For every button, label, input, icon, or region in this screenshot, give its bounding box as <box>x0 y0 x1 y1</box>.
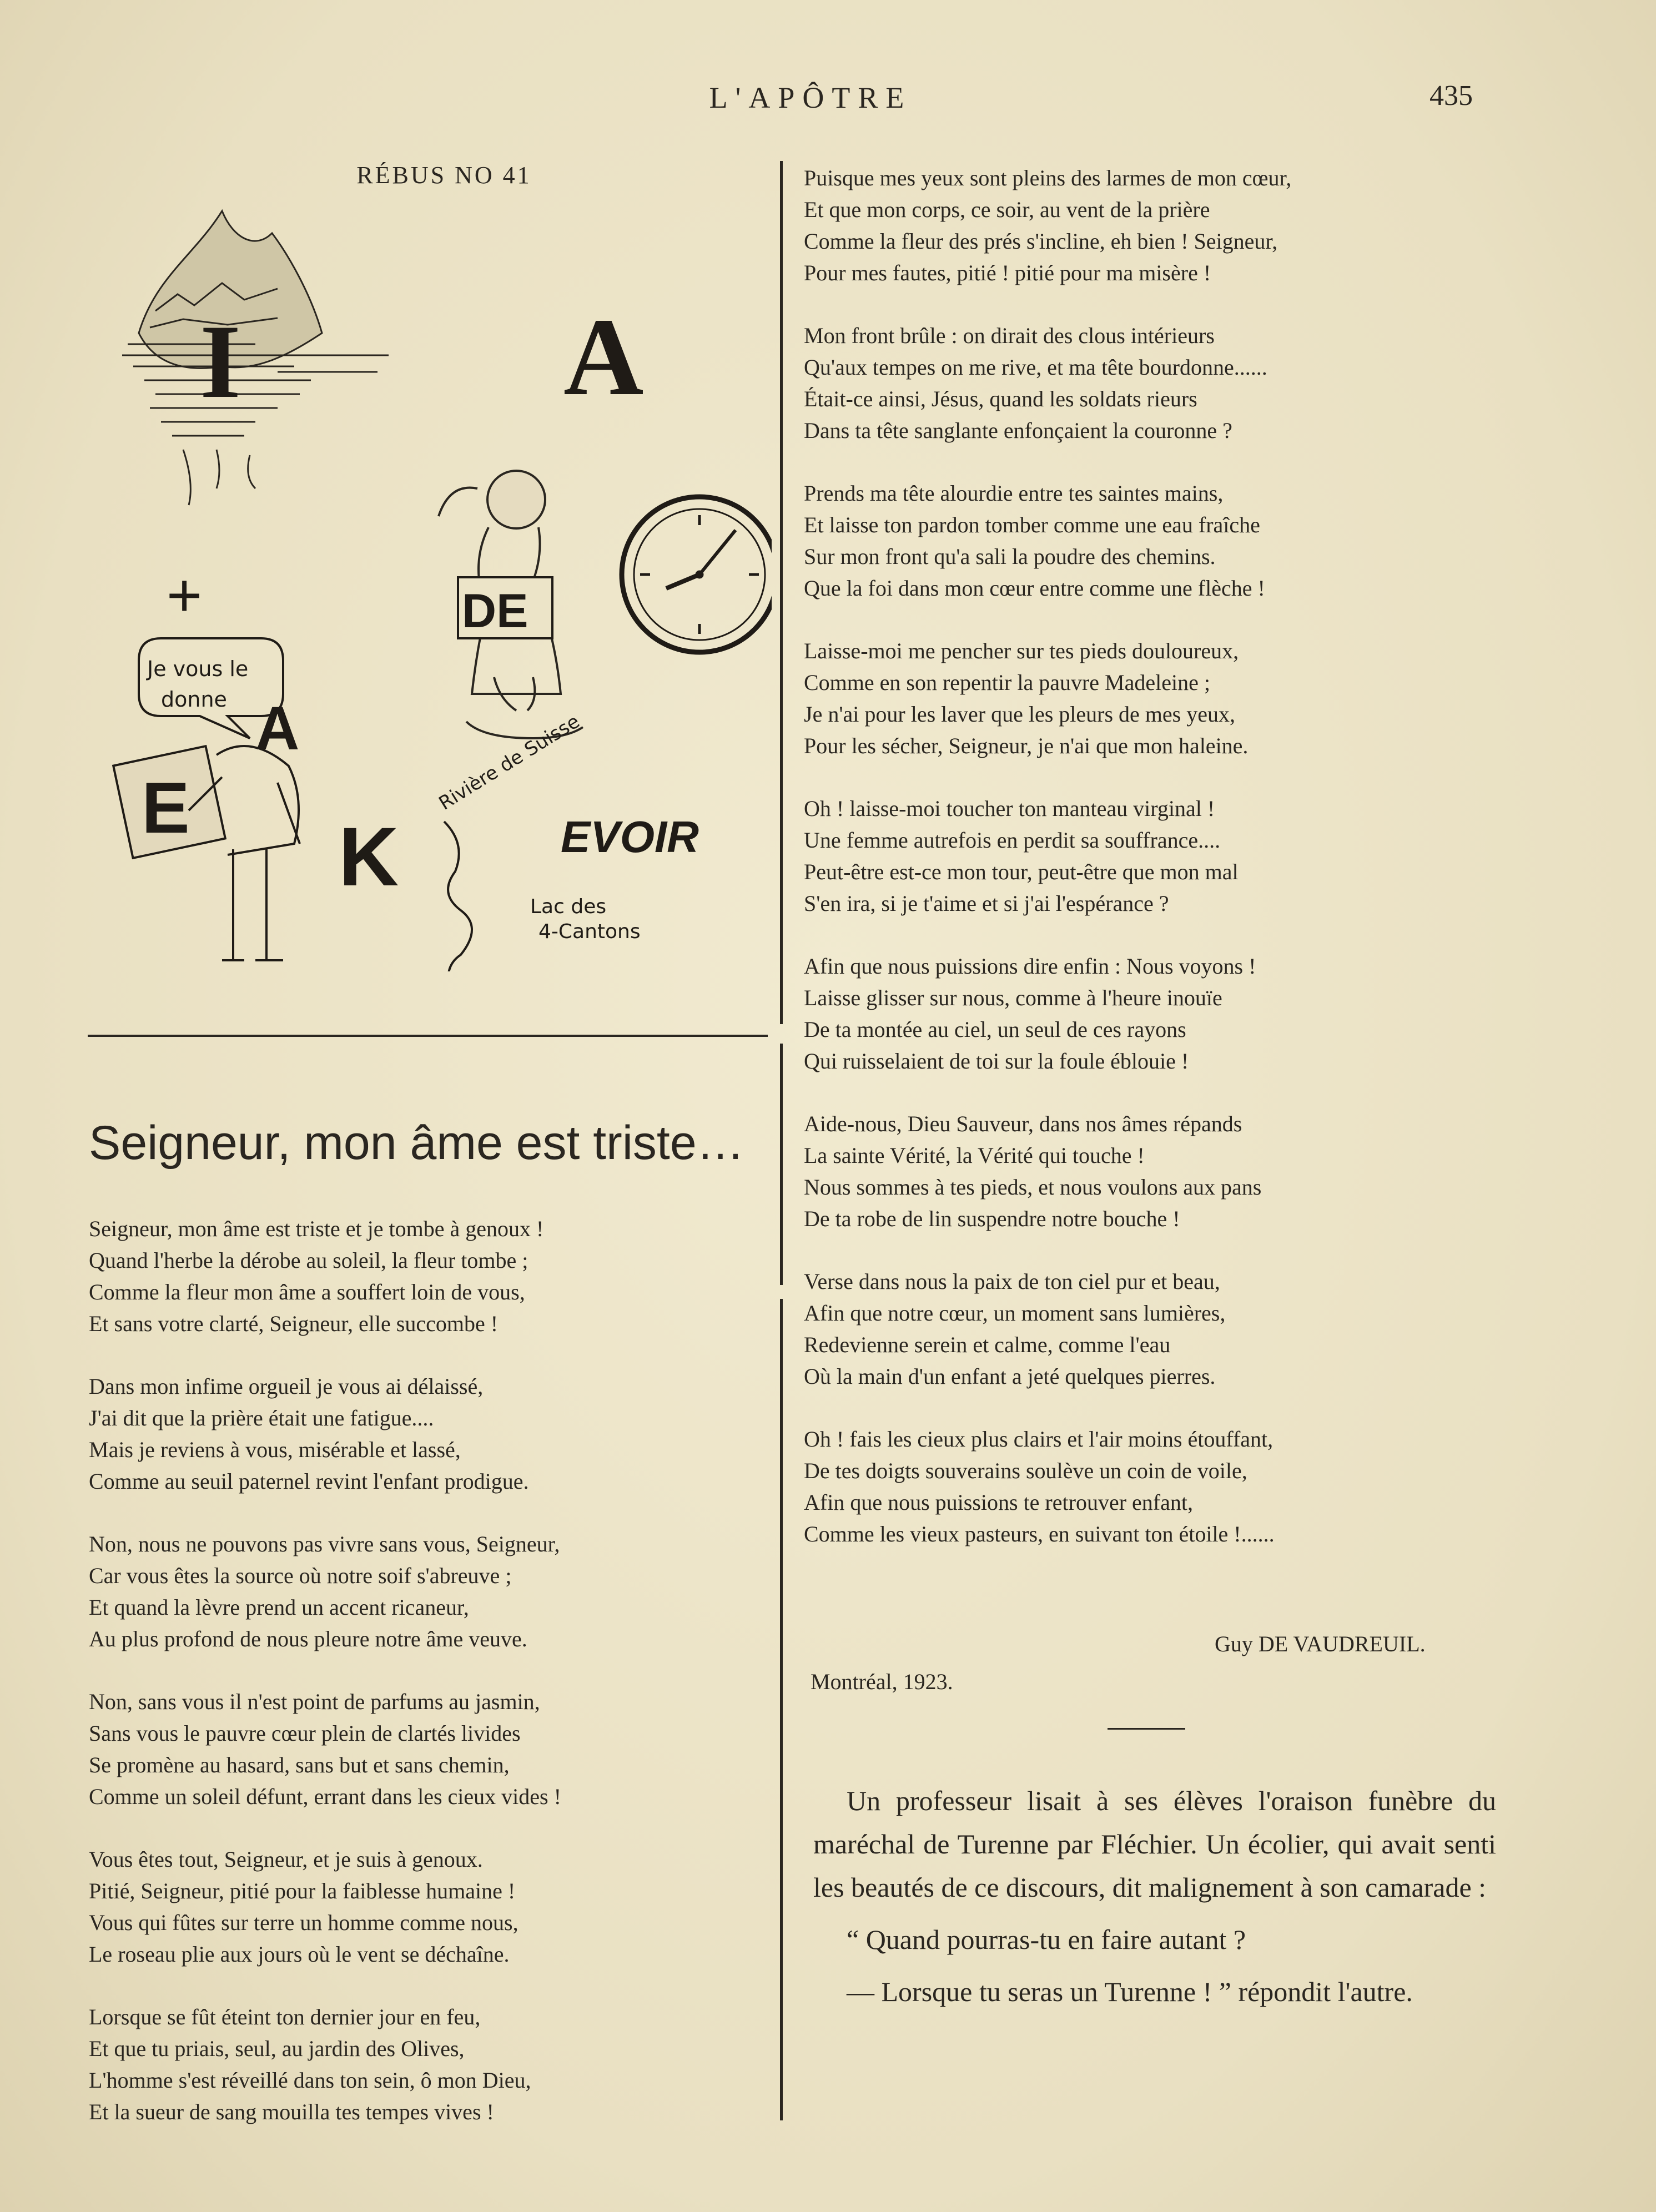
rebus-drawing <box>89 189 772 971</box>
anecdote-paragraph: Un professeur lisait à ses élèves l'oraison funèbre du maréchal de Turenne par Fléchier. Un écolier, qui avait senti les beautés de ce discours, dit malignement à son camarade : <box>813 1785 1496 1903</box>
verse-line: Que la foi dans mon cœur entre comme une flèche ! <box>804 576 1265 601</box>
place-date: Montréal, 1923. <box>811 1669 953 1694</box>
rebus-letter-e: E <box>142 767 190 848</box>
verse-line: J'ai dit que la prière était une fatigue.... <box>89 1405 434 1430</box>
verse-line: Laisse-moi me pencher sur tes pieds douloureux, <box>804 638 1239 663</box>
verse-line: Comme la fleur mon âme a souffert loin de vous, <box>89 1279 525 1304</box>
lake-label-line-2: 4-Cantons <box>538 920 641 943</box>
author-signature: Guy DE VAUDREUIL. <box>1215 1631 1426 1656</box>
plus-sign: + <box>167 561 203 629</box>
verse-line: Sur mon front qu'a sali la poudre des chemins. <box>804 544 1216 569</box>
verse-line: La sainte Vérité, la Vérité qui touche ! <box>804 1143 1145 1168</box>
verse-line: Pitié, Seigneur, pitié pour la faiblesse humaine ! <box>89 1878 516 1903</box>
stanza <box>804 1108 1291 1235</box>
anecdote-quote-2: — Lorsque tu seras un Turenne ! ” répondit l'autre. <box>847 1976 1413 2007</box>
verse-line: Et laisse ton pardon tomber comme une eau fraîche <box>804 512 1260 537</box>
section-divider <box>88 1035 768 1037</box>
page-number: 435 <box>1430 80 1473 112</box>
verse-line: S'en ira, si je t'aime et si j'ai l'espérance ? <box>804 891 1169 916</box>
verse-line: De ta montée au ciel, un seul de ces rayons <box>804 1017 1186 1042</box>
verse-line: Car vous êtes la source où notre soif s'abreuve ; <box>89 1563 512 1588</box>
verse-line: Non, sans vous il n'est point de parfums au jasmin, <box>89 1689 540 1714</box>
stanza <box>89 1370 561 1497</box>
verse-line: L'homme s'est réveillé dans ton sein, ô mon Dieu, <box>89 2068 531 2093</box>
verse-line: Dans ta tête sanglante enfonçaient la couronne ? <box>804 418 1232 443</box>
short-divider <box>1108 1728 1185 1730</box>
left-poem <box>89 1213 561 2159</box>
verse-line: Et que mon corps, ce soir, au vent de la prière <box>804 197 1210 222</box>
rebus-illustration <box>89 189 772 971</box>
anecdote-quote-1: “ Quand pourras-tu en faire autant ? <box>847 1924 1246 1955</box>
verse-line: De ta robe de lin suspendre notre bouche ! <box>804 1206 1180 1231</box>
verse-line: Se promène au hasard, sans but et sans chemin, <box>89 1752 510 1777</box>
rebus-letter-k: K <box>339 810 399 903</box>
stanza <box>804 950 1291 1077</box>
verse-line: Laisse glisser sur nous, comme à l'heure inouïe <box>804 985 1222 1010</box>
verse-line: Pour les sécher, Seigneur, je n'ai que mon haleine. <box>804 733 1249 758</box>
stanza <box>804 477 1291 604</box>
verse-line: Comme en son repentir la pauvre Madeleine ; <box>804 670 1210 695</box>
verse-line: Qu'aux tempes on me rive, et ma tête bourdonne...... <box>804 355 1267 380</box>
verse-line: Vous êtes tout, Seigneur, et je suis à genoux. <box>89 1847 483 1872</box>
stanza <box>804 1266 1291 1392</box>
verse-line: Une femme autrefois en perdit sa souffrance.... <box>804 828 1221 853</box>
verse-line: Puisque mes yeux sont pleins des larmes de mon cœur, <box>804 165 1292 190</box>
column-rule-upper <box>780 161 783 1024</box>
stanza <box>89 1686 561 1812</box>
stanza <box>804 793 1291 919</box>
verse-line: Aide-nous, Dieu Sauveur, dans nos âmes répands <box>804 1111 1242 1136</box>
verse-line: Afin que nous puissions te retrouver enfant, <box>804 1490 1193 1515</box>
anecdote <box>813 1779 1496 2013</box>
poem-title: Seigneur, mon âme est triste… <box>89 1116 744 1170</box>
stanza <box>89 1213 561 1339</box>
stanza <box>89 1528 561 1655</box>
verse-line: Nous sommes à tes pieds, et nous voulons aux pans <box>804 1175 1262 1200</box>
running-title: L'APÔTRE <box>709 81 912 114</box>
verse-line: Dans mon infime orgueil je vous ai délaissé, <box>89 1374 484 1399</box>
island-sketch <box>122 211 389 505</box>
verse-line: Oh ! laisse-moi toucher ton manteau virginal ! <box>804 796 1215 821</box>
rebus-letter-a-second: A <box>255 694 300 763</box>
verse-line: Afin que nous puissions dire enfin : Nous voyons ! <box>804 954 1256 979</box>
verse-line: Peut-être est-ce mon tour, peut-être que mon mal <box>804 859 1239 884</box>
river-label: Rivière de Suisse <box>435 710 584 815</box>
verse-line: Non, nous ne pouvons pas vivre sans vous, Seigneur, <box>89 1531 560 1556</box>
verse-line: Oh ! fais les cieux plus clairs et l'air moins étouffant, <box>804 1427 1274 1452</box>
verse-line: De tes doigts souverains soulève un coin de voile, <box>804 1458 1247 1483</box>
stanza <box>804 1423 1291 1550</box>
stanza <box>804 162 1291 289</box>
rebus-letters-de: DE <box>462 585 528 638</box>
bubble-line-1: Je vous le <box>147 657 249 681</box>
bubble-line-2: donne <box>161 687 227 712</box>
verse-line: Prends ma tête alourdie entre tes saintes mains, <box>804 481 1224 506</box>
verse-line: Comme au seuil paternel revint l'enfant prodigue. <box>89 1469 529 1494</box>
stanza <box>89 1843 561 1970</box>
verse-line: Seigneur, mon âme est triste et je tombe à genoux ! <box>89 1216 544 1241</box>
lake-label-line-1: Lac des <box>530 895 607 918</box>
verse-line: Redevienne serein et calme, comme l'eau <box>804 1332 1171 1357</box>
rebus-title: RÉBUS NO 41 <box>356 162 532 189</box>
verse-line: Je n'ai pour les laver que les pleurs de mes yeux, <box>804 702 1235 727</box>
clock-icon <box>622 497 772 652</box>
verse-line: Et sans votre clarté, Seigneur, elle succombe ! <box>89 1311 499 1336</box>
stanza <box>804 320 1291 446</box>
verse-line: Comme un soleil défunt, errant dans les cieux vides ! <box>89 1784 561 1809</box>
verse-line: Et quand la lèvre prend un accent ricaneur, <box>89 1595 469 1620</box>
rebus-letter-i: I <box>200 304 241 420</box>
verse-line: Et que tu priais, seul, au jardin des Olives, <box>89 2036 465 2061</box>
verse-line: Le roseau plie aux jours où le vent se déchaîne. <box>89 1942 510 1967</box>
verse-line: Était-ce ainsi, Jésus, quand les soldats rieurs <box>804 386 1197 411</box>
column-rule-lower <box>780 1299 783 2120</box>
verse-line: Mais je reviens à vous, misérable et lassé, <box>89 1437 461 1462</box>
verse-line: Quand l'herbe la dérobe au soleil, la fleur tombe ; <box>89 1248 528 1273</box>
rebus-word-evoir: EVOIR <box>561 812 699 861</box>
stanza <box>89 2001 561 2128</box>
verse-line: Pour mes fautes, pitié ! pitié pour ma misère ! <box>804 260 1211 285</box>
column-rule-middle <box>780 1044 783 1285</box>
verse-line: Vous qui fûtes sur terre un homme comme nous, <box>89 1910 519 1935</box>
right-poem <box>804 162 1291 1581</box>
verse-line: Verse dans nous la paix de ton ciel pur et beau, <box>804 1269 1220 1294</box>
verse-line: Mon front brûle : on dirait des clous intérieurs <box>804 323 1215 348</box>
verse-line: Qui ruisselaient de toi sur la foule éblouie ! <box>804 1049 1189 1074</box>
verse-line: Afin que notre cœur, un moment sans lumières, <box>804 1301 1226 1326</box>
verse-line: Au plus profond de nous pleure notre âme veuve. <box>89 1626 527 1651</box>
river-line <box>444 822 472 971</box>
rebus-letter-a: A <box>563 296 644 419</box>
stanza <box>804 635 1291 762</box>
verse-line: Lorsque se fût éteint ton dernier jour en feu, <box>89 2004 481 2029</box>
verse-line: Et la sueur de sang mouilla tes tempes vives ! <box>89 2099 494 2124</box>
verse-line: Comme la fleur des prés s'incline, eh bien ! Seigneur, <box>804 229 1278 254</box>
verse-line: Comme les vieux pasteurs, en suivant ton étoile !...... <box>804 1521 1275 1546</box>
verse-line: Sans vous le pauvre cœur plein de clartés livides <box>89 1721 521 1746</box>
verse-line: Où la main d'un enfant a jeté quelques pierres. <box>804 1364 1216 1389</box>
